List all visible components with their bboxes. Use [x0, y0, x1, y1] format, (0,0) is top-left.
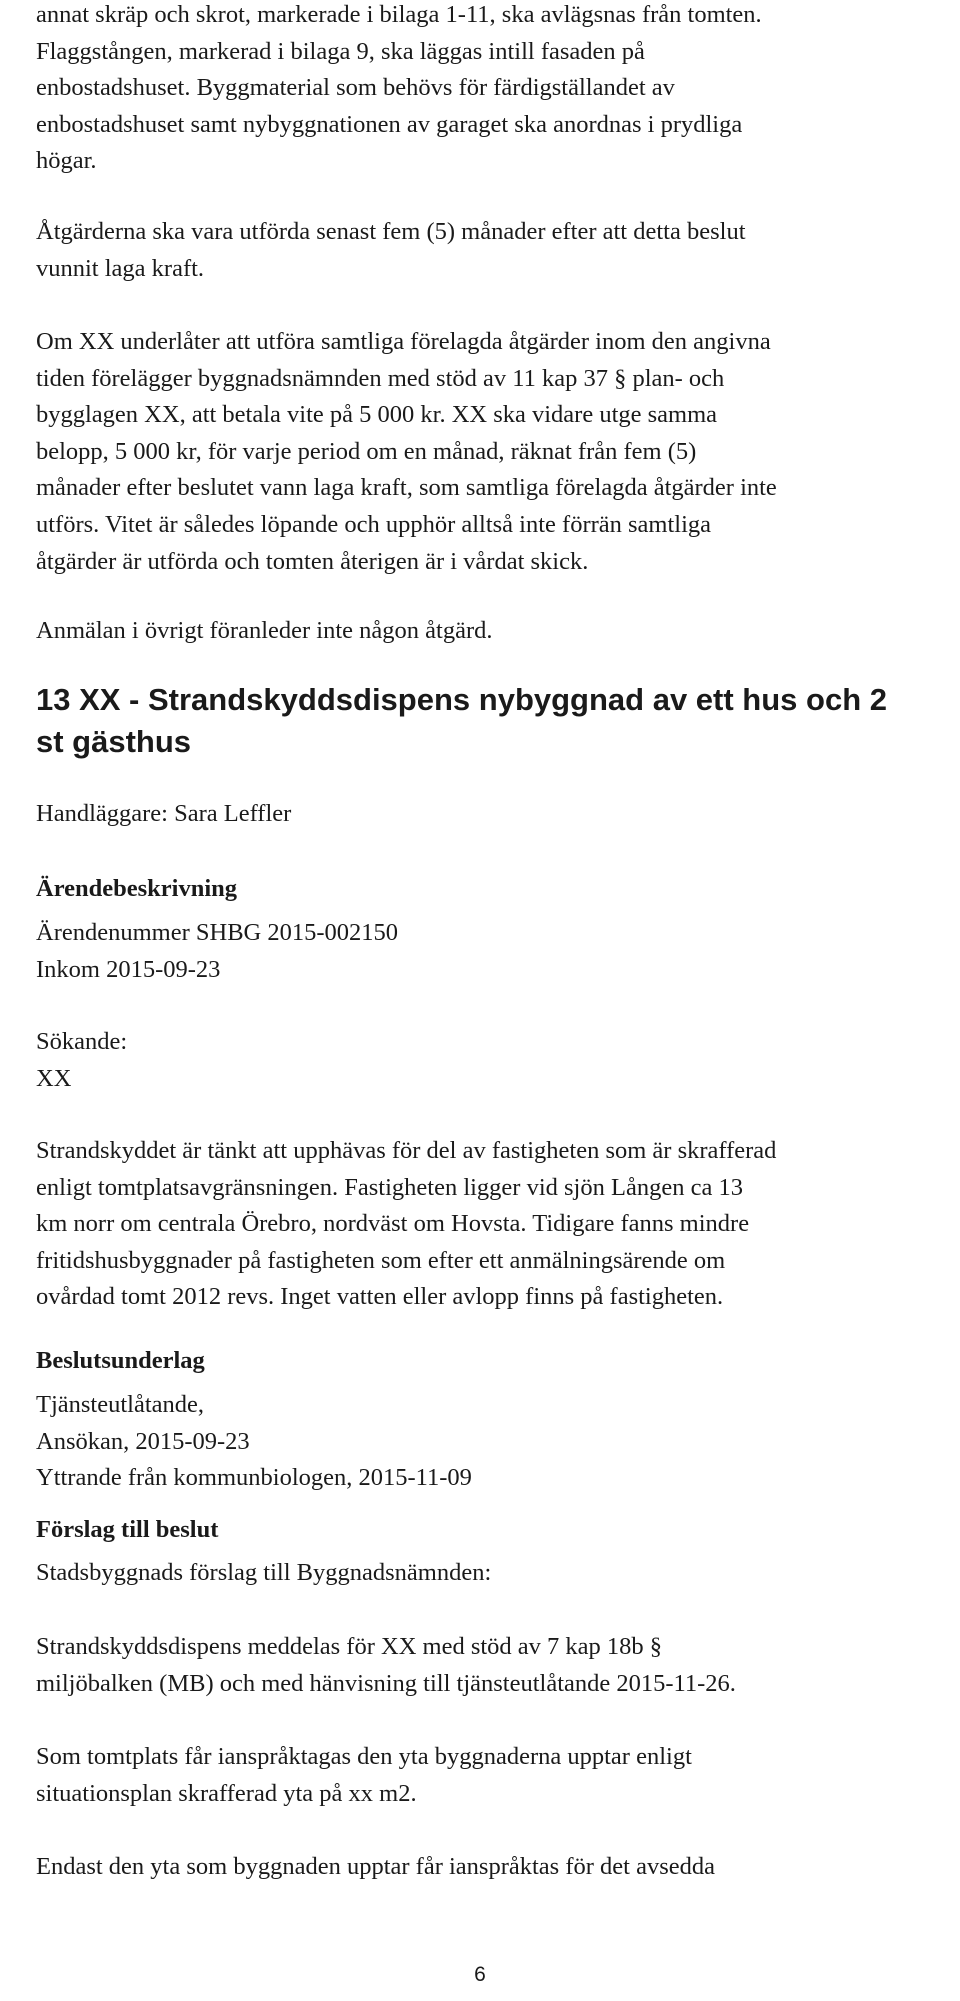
- section-heading-line: 13 XX - Strandskyddsdispens nybyggnad av ett hus och 2: [36, 682, 888, 717]
- text-line: km norr om centrala Örebro, nordväst om Hovsta. Tidigare fanns mindre: [36, 1210, 750, 1238]
- sokande-block: [36, 1024, 936, 1097]
- beslutsunderlag-item: Ansökan, 2015-09-23: [36, 1427, 250, 1455]
- text-line: tiden förelägger byggnadsnämnden med stöd av 11 kap 37 § plan- och: [36, 364, 725, 392]
- handlaggare-line: [36, 796, 936, 833]
- text-line: månader efter beslutet vann laga kraft, som samtliga förelagda åtgärder inte: [36, 474, 777, 502]
- text-line: enbostadshuset samt nybyggnationen av garaget ska anordnas i prydliga: [36, 110, 743, 138]
- forslag-intro: Stadsbyggnads förslag till Byggnadsnämnden:: [36, 1559, 492, 1586]
- sokande-label: Sökande:: [36, 1028, 128, 1055]
- text-line: Flaggstången, markerad i bilaga 9, ska läggas intill fasaden på: [36, 37, 645, 65]
- forslag-intro-block: [36, 1555, 936, 1592]
- paragraph-tomtplats: [36, 1739, 936, 1812]
- paragraph-deadline: [36, 214, 936, 287]
- page-number: 6: [474, 1963, 486, 1986]
- text-line: belopp, 5 000 kr, för varje period om en månad, räknat från fem (5): [36, 437, 697, 465]
- text-line: situationsplan skrafferad yta på xx m2.: [36, 1779, 417, 1807]
- inkom-date: Inkom 2015-09-23: [36, 955, 221, 983]
- text-line: enligt tomtplatsavgränsningen. Fastigheten ligger vid sjön Lången ca 13: [36, 1173, 743, 1201]
- text-line: Åtgärderna ska vara utförda senast fem (5) månader efter att detta beslut: [36, 218, 746, 245]
- text-line: åtgärder är utförda och tomten återigen är i vårdat skick.: [36, 547, 589, 575]
- paragraph-intro: [36, 0, 936, 180]
- forslag-heading: Förslag till beslut: [36, 1516, 219, 1543]
- section-heading-line: st gästhus: [36, 724, 192, 759]
- text-line: Som tomtplats får ianspråktagas den yta byggnaderna upptar enligt: [36, 1743, 692, 1770]
- section-heading: [36, 679, 887, 763]
- text-line: Anmälan i övrigt föranleder inte någon åtgärd.: [36, 617, 493, 644]
- text-line: enbostadshuset. Byggmaterial som behövs för färdigställandet av: [36, 74, 675, 102]
- beslutsunderlag-item: Tjänsteutlåtande,: [36, 1391, 205, 1418]
- text-line: Strandskyddsdispens meddelas för XX med stöd av 7 kap 18b §: [36, 1633, 663, 1660]
- paragraph-penalty: [36, 324, 936, 580]
- text-line: bygglagen XX, att betala vite på 5 000 kr. XX ska vidare utge samma: [36, 401, 718, 429]
- text-line: Endast den yta som byggnaden upptar får ianspråktas för det avsedda: [36, 1853, 715, 1880]
- sokande-name: XX: [36, 1064, 72, 1092]
- text-line: ovårdad tomt 2012 revs. Inget vatten eller avlopp finns på fastigheten.: [36, 1283, 724, 1311]
- paragraph-description: [36, 1133, 936, 1316]
- paragraph-endast: [36, 1849, 936, 1886]
- text-line: Om XX underlåter att utföra samtliga förelagda åtgärder inom den angivna: [36, 328, 771, 355]
- text-line: Strandskyddet är tänkt att upphävas för del av fastigheten som är skrafferad: [36, 1137, 777, 1164]
- text-line: fritidshusbyggnader på fastigheten som efter ett anmälningsärende om: [36, 1246, 726, 1274]
- beslutsunderlag-heading: Beslutsunderlag: [36, 1347, 205, 1374]
- arendenummer: Ärendenummer SHBG 2015-002150: [36, 919, 399, 946]
- arendebeskrivning-heading: Ärendebeskrivning: [36, 875, 238, 902]
- text-line: miljöbalken (MB) och med hänvisning till tjänsteutlåtande 2015-11-26.: [36, 1669, 736, 1697]
- beslutsunderlag-list: [36, 1387, 936, 1497]
- arendebeskrivning-details: [36, 915, 936, 988]
- text-line: utförs. Vitet är således löpande och upphör alltså inte förrän samtliga: [36, 510, 712, 538]
- text-line: högar.: [36, 147, 97, 175]
- paragraph-dispens: [36, 1629, 936, 1702]
- paragraph-anmalan: [36, 613, 936, 650]
- beslutsunderlag-item: Yttrande från kommunbiologen, 2015-11-09: [36, 1464, 472, 1492]
- text-line: vunnit laga kraft.: [36, 254, 205, 282]
- handlaggare-text: Handläggare: Sara Leffler: [36, 800, 292, 827]
- text-line: annat skräp och skrot, markerade i bilaga 1-11, ska avlägsnas från tomten.: [36, 1, 762, 28]
